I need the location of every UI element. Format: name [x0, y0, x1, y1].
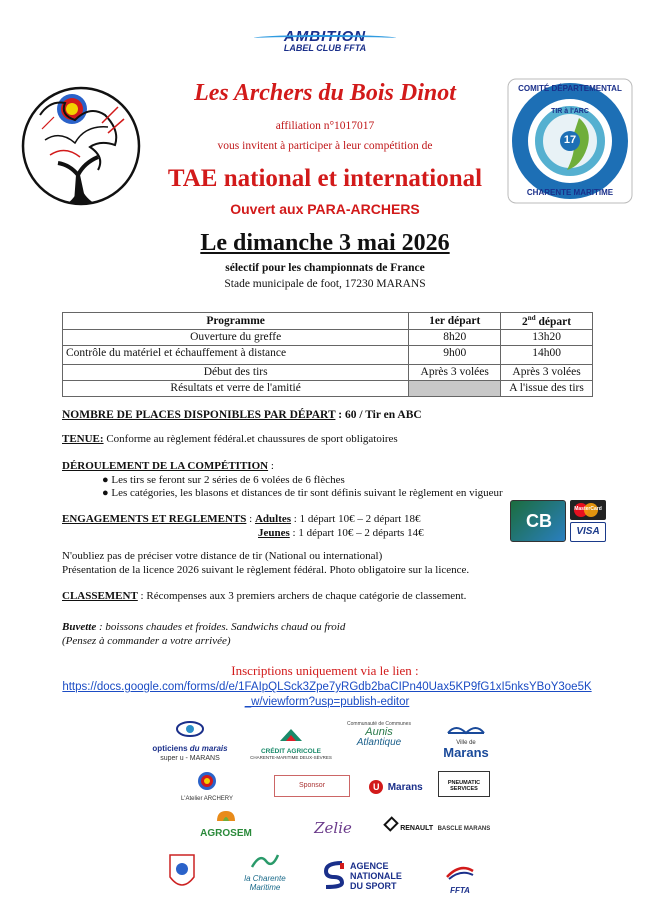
comite-departemental-logo [507, 78, 633, 204]
sponsor-ville-marans [438, 721, 494, 759]
crest-icon [167, 851, 197, 895]
table-row [63, 380, 593, 396]
zelie-name: Zelie [314, 819, 352, 837]
wave-icon [250, 853, 280, 869]
note-line: N'oubliez pas de préciser votre distance de tir (National ou international) [62, 550, 383, 562]
bullet-text: Les catégories, les blasons et distances de tir sont définis suivant le règlement en vigueur [111, 487, 503, 499]
second-sup: nd [527, 314, 536, 322]
cd-inner-text: TIR à l'ARC [551, 108, 589, 115]
row-second: A l'issue des tirs [501, 380, 593, 396]
list-item [102, 474, 345, 486]
classement-line [62, 590, 466, 603]
target-icon [197, 771, 217, 791]
engagements-sep: : [246, 513, 255, 525]
table-row [63, 329, 593, 345]
second-rest: départ [535, 315, 572, 328]
pneumatic-name: PNEUMATIC SERVICES [447, 780, 481, 792]
tenue-text: Conforme au règlement fédéral.et chaussures de sport obligatoires [103, 433, 398, 445]
ambition-brand: AMBITION [283, 28, 367, 45]
opticiens-name: opticiens [152, 744, 188, 753]
sponsor-charente-maritime [236, 853, 294, 892]
ans-c: DU SPORT [350, 881, 397, 891]
archery-name: L'Atelier ARCHERY [180, 796, 234, 802]
deroulement-colon: : [268, 460, 274, 472]
competition-date: Le dimanche 3 mai 2026 [200, 230, 450, 256]
eye-icon [175, 719, 205, 739]
bridge-icon [446, 721, 486, 735]
opticiens-name-b: du marais [189, 744, 228, 753]
row-label: Contrôle du matériel et échauffement à distance [63, 345, 409, 364]
note-line: Présentation de la licence 2026 suivant le règlement fédéral. Photo obligatoire sur la licence. [62, 564, 470, 576]
ans-a: AGENCE [350, 861, 389, 871]
sponsor-zelie [300, 819, 366, 837]
marans-name: Marans [443, 745, 489, 760]
selective-note: sélectif pour les championnats de France [225, 262, 425, 274]
row-label: Résultats et verre de l'amitié [63, 380, 409, 396]
payment-cards-logo [510, 500, 606, 546]
cd-bottom-text: CHARENTE MARITIME [526, 188, 614, 197]
charente-b: Charente [252, 874, 286, 883]
second-num: 2 [522, 315, 528, 328]
sponsor-u-marans [368, 777, 424, 795]
venue-address: Stade municipale de foot, 17230 MARANS [224, 278, 426, 290]
row-second: Après 3 volées [501, 364, 593, 380]
row-first [409, 380, 501, 396]
invitation-text: vous invitent à participer à leur compétition de [217, 140, 433, 152]
program-header-row [63, 313, 593, 330]
deroulement-line [62, 460, 274, 473]
club-tree-target-logo [20, 85, 142, 207]
renault-name: RENAULT [400, 825, 434, 832]
sponsor-agrosem [196, 809, 256, 839]
superu-name: super u - MARANS [160, 755, 220, 762]
tenue-line [62, 433, 398, 446]
cd-number: 17 [563, 134, 577, 146]
credit-agricole-icon [278, 727, 304, 743]
row-label: Début des tirs [63, 364, 409, 380]
charente-a: la [244, 874, 251, 883]
table-row [63, 364, 593, 380]
buvette-note: (Pensez à commander a votre arrivée) [62, 635, 231, 647]
header-first-start: 1er départ [409, 313, 501, 330]
aunis-b: Atlantique [356, 737, 402, 748]
sponsor-aunis-atlantique [336, 721, 422, 748]
club-name: Les Archers du Bois Dinot [194, 80, 456, 106]
visa-card [570, 522, 606, 542]
visa-label: VISA [576, 526, 600, 537]
cb-label: CB [526, 511, 552, 531]
credit-agricole-name: CRÉDIT AGRICOLE [260, 748, 322, 755]
bullet-text: Les tirs se feront sur 2 séries de 6 volées de 6 flèches [111, 474, 345, 486]
sponsors-panel [150, 713, 502, 905]
places-line [62, 409, 422, 422]
competition-title: TAE national et international [167, 165, 483, 192]
aunis-top: Communauté de Communes [347, 721, 411, 727]
row-first: 9h00 [409, 345, 501, 364]
u-logo-icon: U [369, 780, 383, 794]
adults-label: Adultes [254, 513, 292, 525]
ans-b: NATIONALE [350, 871, 402, 881]
sponsor-renault [378, 817, 498, 835]
adults-price: : 1 départ 10€ – 2 départ 18€ [291, 513, 421, 525]
affiliation-number: affiliation n°1017017 [275, 120, 375, 132]
header-second-start [501, 313, 593, 330]
places-value: : 60 / Tir en ABC [335, 409, 422, 421]
row-first: 8h20 [409, 329, 501, 345]
sponsor-pneumatic [438, 771, 490, 797]
row-label: Ouverture du greffe [63, 329, 409, 345]
credit-agricole-sub: CHARENTE-MARITIME DEUX-SÈVRES [250, 755, 332, 760]
tenue-label: TENUE: [62, 433, 104, 445]
agrosem-name: AGROSEM [200, 828, 252, 839]
cb-card [510, 500, 566, 542]
places-label: NOMBRE DE PLACES DISPONIBLES PAR DÉPART [62, 409, 336, 421]
ambition-label-logo [250, 28, 400, 53]
row-second: 14h00 [501, 345, 593, 364]
ans-icon [322, 859, 346, 889]
sponsor-credit-agricole [250, 727, 332, 760]
ville-label: Ville de [456, 740, 476, 746]
bullet-icon: ● [102, 474, 112, 486]
cd-top-text: COMITÉ DÉPARTEMENTAL [518, 84, 622, 93]
charente-c: Maritime [249, 883, 281, 892]
sponsor-crest [162, 851, 202, 900]
buvette-line [62, 620, 345, 634]
row-second: 13h20 [501, 329, 593, 345]
row-first: Après 3 volées [409, 364, 501, 380]
buvette-block [62, 620, 345, 648]
renault-icon [383, 816, 399, 832]
sponsor-opticiens [150, 719, 230, 762]
bascle-name: BASCLE MARANS [437, 826, 491, 832]
sponsor-ffta [438, 861, 482, 895]
buvette-label: Buvette [62, 621, 97, 633]
ambition-sub: LABEL CLUB FFTA [283, 43, 367, 53]
leaf-icon [211, 809, 241, 823]
program-table [62, 312, 593, 397]
engagements-label: ENGAGEMENTS ET REGLEMENTS [62, 513, 247, 525]
youth-line [258, 527, 424, 540]
mastercard-label: MasterCard [574, 506, 602, 512]
aunis-a: Aunis [365, 726, 393, 738]
youth-price: : 1 départ 10€ – 2 départs 14€ [289, 527, 424, 539]
buvette-text: : boissons chaudes et froides. Sandwichs chaud ou froid [96, 621, 346, 633]
mid-name: Sponsor [298, 782, 326, 789]
swoosh-icon [254, 35, 396, 41]
inscription-form-link[interactable]: https://docs.google.com/forms/d/e/1FAIpQLSck3Zpe7yRGdb2baCIPn40Uax5KP9fG1xI5nksYBoY3oe5K_w/viewform?usp=publish-editor [62, 681, 592, 708]
sponsor-archery [172, 771, 242, 802]
ffta-arrow-icon [445, 861, 475, 881]
youth-label: Jeunes [258, 527, 290, 539]
inscriptions-label: Inscriptions uniquement via le lien : [231, 663, 419, 678]
classement-label: CLASSEMENT [62, 590, 138, 602]
list-item [102, 487, 503, 499]
header-programme: Programme [63, 313, 409, 330]
classement-text: : Récompenses aux 3 premiers archers de chaque catégorie de classement. [137, 590, 467, 602]
sponsor-mid [274, 775, 350, 797]
mastercard-card [570, 500, 606, 520]
deroulement-label: DÉROULEMENT DE LA COMPÉTITION [62, 460, 269, 472]
para-archers-note: Ouvert aux PARA-ARCHERS [230, 201, 420, 217]
table-row [63, 345, 593, 364]
engagements-line [62, 513, 421, 526]
u-marans-name: Marans [387, 782, 423, 793]
ffta-name: FFTA [450, 886, 470, 895]
bullet-icon: ● [102, 487, 112, 499]
